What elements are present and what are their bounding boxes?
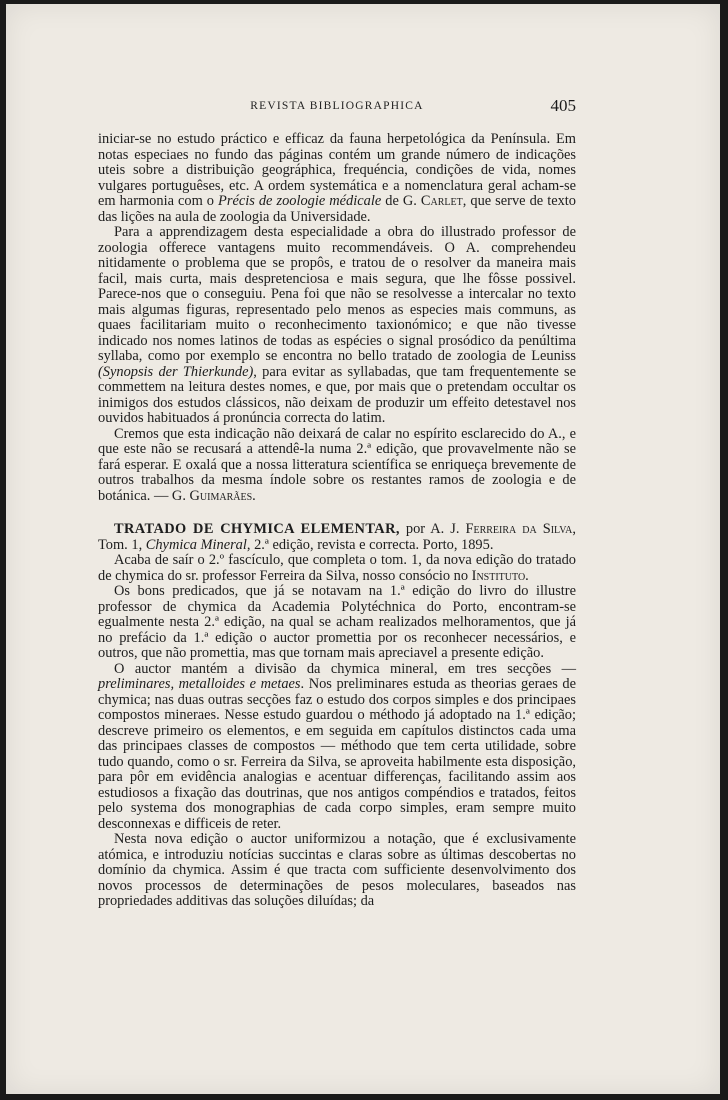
review2-paragraph-1: Acaba de saír o 2.º fascículo, que completa o tom. 1, da nova edição do tratado de chymica do sr. professor Ferreira da Silva, nosso consócio no Instituto. [98, 552, 576, 584]
review1-paragraph-3: Cremos que esta indicação não deixará de calar no espírito esclarecido do A., e que este não se recusará a attendê-la numa 2.ª edição, que provavelmente não se fará esperar. E oxalá que a nossa litteratura scientífica se enriqueça brevemente de outros trabalhos da mesma índole sobre os restantes ramos de zoologia e de botánica. — G. Guimarães. [98, 425, 576, 504]
page-number: 405 [550, 96, 576, 115]
review2-paragraph-3: O auctor mantém a divisão da chymica mineral, em tres secções — preliminares, metalloides e metaes. Nos preliminares estuda as theorias geraes de chymica; nas duas outras secções faz o estudo dos corpos simples e dos principaes compostos mineraes. Nesse estudo guardou o méthodo já adoptado na 1.ª edição; descreve primeiro os elementos, e em seguida em capítulos distinctos cada uma das principaes classes de compostos — méthodo que tem certa utilidade, sobre tudo quando, como o sr. Ferreira da Silva, se aproveita habilmente esta disposição, para pôr em evidência analogias e acentuar differenças, facilitando assim aos estudiosos a fixação das doutrinas, que nos antigos compéndios e tratados, feitos pelo systema dos monographias de cada corpo simples, eram sempre muito desconnexas e difficeis de reter. [98, 660, 576, 832]
book-title-precis: Précis de zoologie médicale [218, 193, 382, 209]
review2-author: Ferreira da Silva [465, 521, 573, 537]
book-title-synopsis: (Synopsis der Thierkunde) [98, 363, 254, 380]
review2-paragraph-2: Os bons predicados, que já se notavam na 1.ª edição do livro do illustre professor de chymica da Academia Polytéchnica do Porto, encontram-se egualmente nesta 2.ª edição, na qual se acham realizados melhoramentos, que já no prefácio da 1.ª edição o auctor promettia por os reconhecer necessários, e outros, que não promettia, mas que tornam mais apreciavel a presente edição. [98, 583, 576, 661]
author-carlet: Carlet [420, 193, 463, 209]
reviewer-signature: Guimarães [189, 487, 253, 504]
review1-paragraph-2: Para a apprendizagem desta especialidade a obra do illustrado professor de zoologia offerece vantagens muito recommendáveis. O A. comprehendeu nitidamente o problema que se propôs, e tratou de o resolver da maneira mais facil, mais curta, mais despretenciosa e mais segura, que lhe fôsse possivel. Parece-nos que o conseguiu. Pena foi que não se resolvesse a intercalar no texto mais algumas figuras, representado pelo menos as especies mais communs, as quaes facilitariam muito o reconhecimento taxionómico; e que não tivesse indicado nos nomes latinos de todas as espécies o signal prosódico da penúltima syllaba, como por exemplo se encontra no bello tratado de zoologia de Leuniss (Synopsis der Thierkunde), para evitar as syllabadas, que tam frequentemente se commettem na leitura destes nomes, e que, por mais que o pretendam occultar os inimigos dos estudos clássicos, não deixam de produzir um effeito detestavel nos ouvidos habituados á pronúncia correcta do latim. [98, 224, 577, 426]
review2-title: TRATADO DE CHYMICA ELEMENTAR, [114, 521, 400, 537]
page-sheet [6, 4, 720, 1094]
review1-paragraph-1: iniciar-se no estudo práctico e efficaz da fauna herpetológica da Península. Em notas especiaes no fundo das páginas contém um grande número de indicações uteis sobre a distribuição geográphica, frequéncia, condições de vida, nomes vulgares portuguêses, etc. A ordem systemática e a nomenclatura geral acham-se em harmonia com o Précis de zoologie médicale de G. Carlet, que serve de texto das lições na aula de zoologia da Universidade. [98, 131, 576, 225]
sections-list: preliminares, metalloides e metaes [98, 676, 301, 692]
instituto-name: Instituto [471, 567, 526, 584]
review2-subtitle: Chymica Mineral [145, 536, 247, 553]
running-title: REVISTA BIBLIOGRAPHICA [250, 100, 424, 112]
review2-paragraph-4: Nesta nova edição o auctor uniformizou a notação, que é exclusivamente atómica, e introduziu notícias succintas e claras sobre as últimas descobertas no domínio da chymica. Assim é que tracta com sufficiente desenvolvimento dos novos processos de determinações de pesos moleculares, baseados nas propriedades additivas das soluções diluídas; da [98, 831, 576, 909]
article-body [98, 132, 576, 910]
review2-heading: TRATADO DE CHYMICA ELEMENTAR, por A. J. Ferreira da Silva, Tom. 1, Chymica Mineral, 2.ª edição, revista e correcta. Porto, 1895. [98, 521, 577, 553]
page-header [98, 96, 576, 120]
